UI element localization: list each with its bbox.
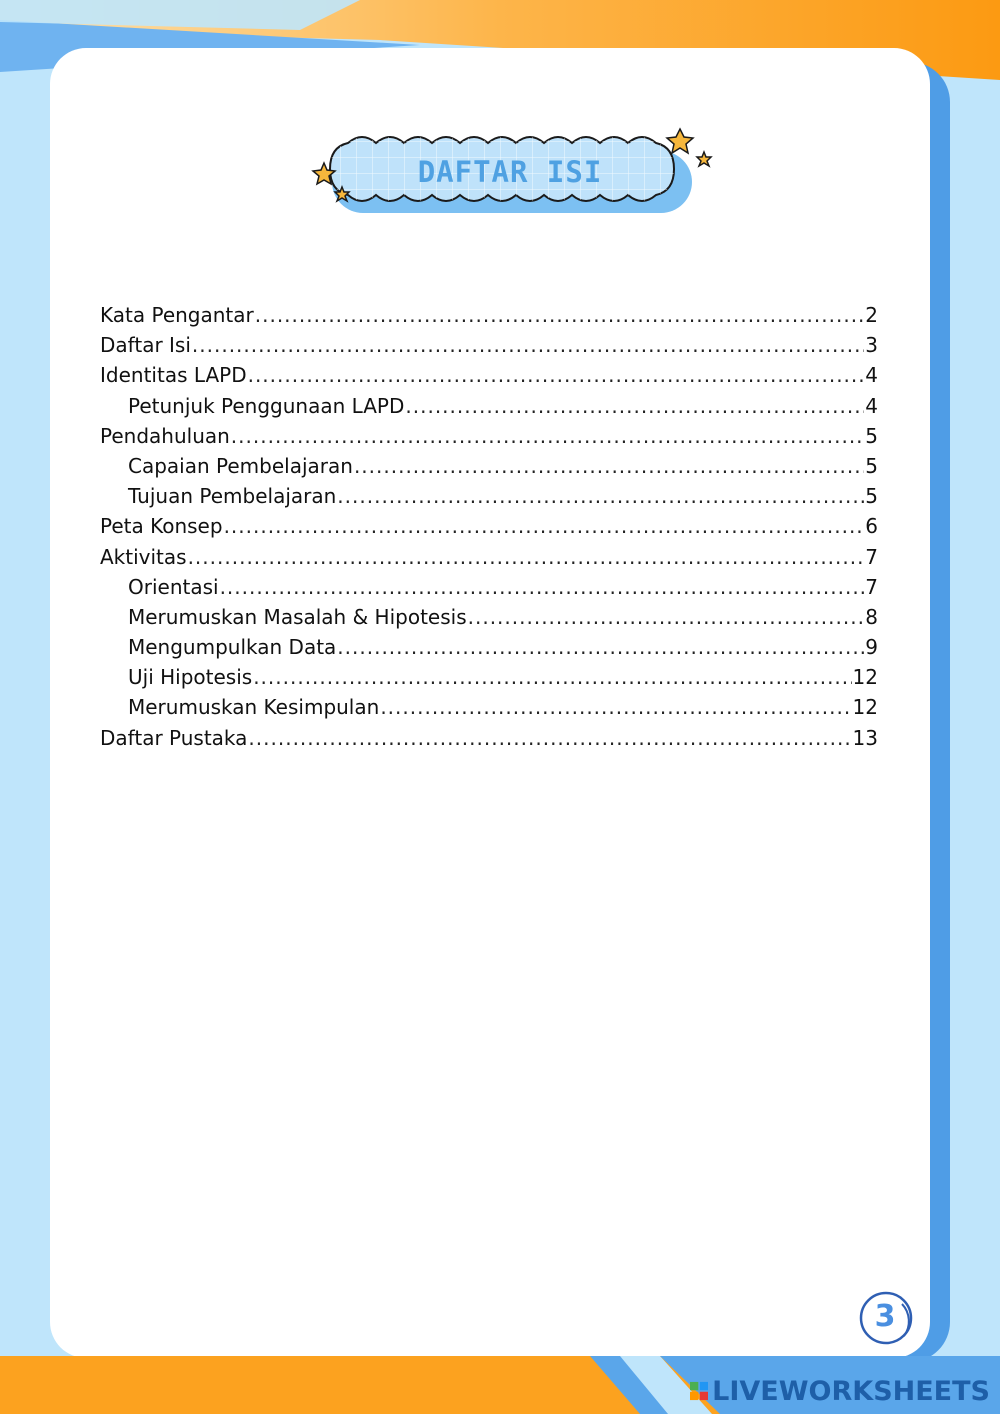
toc-dot-leader: [224, 511, 865, 541]
toc-entry-label: Merumuskan Kesimpulan: [128, 695, 380, 720]
toc-entry[interactable]: [100, 360, 878, 390]
toc-entry-label: Kata Pengantar: [100, 303, 254, 327]
toc-entry[interactable]: [100, 602, 878, 632]
toc-entry[interactable]: [100, 451, 878, 481]
toc-entry[interactable]: [100, 632, 878, 662]
toc-entry[interactable]: [100, 572, 878, 602]
toc-entry-label: Mengumpulkan Data: [128, 635, 337, 660]
toc-entry-page: 4: [865, 363, 878, 388]
toc-entry[interactable]: [100, 542, 878, 572]
toc-entry[interactable]: [100, 391, 878, 421]
toc-dot-leader: [337, 481, 864, 511]
toc-entry-page: 5: [865, 423, 878, 448]
toc-dot-leader: [337, 632, 864, 662]
toc-entry-label: Orientasi: [128, 574, 219, 599]
toc-entry-label: Merumuskan Masalah & Hipotesis: [128, 604, 467, 629]
toc-entry-label: Peta Konsep: [100, 514, 223, 539]
toc-dot-leader: [255, 300, 865, 330]
toc-entry[interactable]: [100, 481, 878, 511]
toc-entry-label: Aktivitas: [100, 544, 187, 569]
toc-entry-label: Tujuan Pembelajaran: [128, 484, 337, 509]
toc-entry-page: 8: [865, 604, 878, 629]
toc-entry[interactable]: [100, 421, 878, 451]
toc-dot-leader: [248, 723, 851, 753]
toc-entry-page: 13: [852, 725, 878, 750]
toc-entry[interactable]: [100, 723, 878, 753]
table-of-contents: [100, 300, 878, 753]
liveworksheets-logo-icon: [690, 1379, 708, 1403]
toc-dot-leader: [468, 602, 865, 632]
toc-entry-label: Daftar Isi: [100, 333, 191, 358]
toc-entry-page: 7: [865, 574, 878, 599]
toc-entry-label: Capaian Pembelajaran: [128, 453, 353, 478]
toc-dot-leader: [380, 692, 851, 722]
toc-entry-label: Petunjuk Penggunaan LAPD: [128, 393, 405, 418]
toc-entry[interactable]: [100, 692, 878, 722]
toc-entry-page: 2: [865, 303, 878, 327]
toc-dot-leader: [220, 572, 865, 602]
toc-entry[interactable]: [100, 662, 878, 692]
toc-dot-leader: [192, 330, 864, 360]
toc-entry-page: 7: [865, 544, 878, 569]
toc-entry-page: 12: [852, 665, 878, 690]
toc-dot-leader: [253, 662, 851, 692]
toc-dot-leader: [188, 542, 865, 572]
toc-dot-leader: [354, 451, 864, 481]
toc-entry[interactable]: [100, 330, 878, 360]
page-title: DAFTAR ISI: [417, 155, 603, 189]
toc-entry-label: Pendahuluan: [100, 423, 230, 448]
toc-entry-page: 12: [852, 695, 878, 720]
toc-entry-label: Uji Hipotesis: [128, 665, 253, 690]
toc-entry[interactable]: [100, 511, 878, 541]
toc-entry-page: 6: [865, 514, 878, 539]
toc-entry-label: Daftar Pustaka: [100, 725, 248, 750]
page-number: 3: [874, 1299, 896, 1334]
toc-dot-leader: [248, 360, 865, 390]
brand-name: LIVEWORKSHEETS: [712, 1375, 990, 1407]
toc-entry-label: Identitas LAPD: [100, 363, 247, 388]
toc-entry-page: 5: [865, 453, 878, 478]
toc-dot-leader: [231, 421, 864, 451]
toc-entry-page: 3: [865, 333, 878, 358]
liveworksheets-logo[interactable]: [690, 1374, 990, 1408]
toc-entry-page: 5: [865, 484, 878, 509]
toc-dot-leader: [405, 391, 864, 421]
toc-entry-page: 9: [865, 635, 878, 660]
toc-entry-page: 4: [865, 393, 878, 418]
toc-entry[interactable]: [100, 300, 878, 330]
